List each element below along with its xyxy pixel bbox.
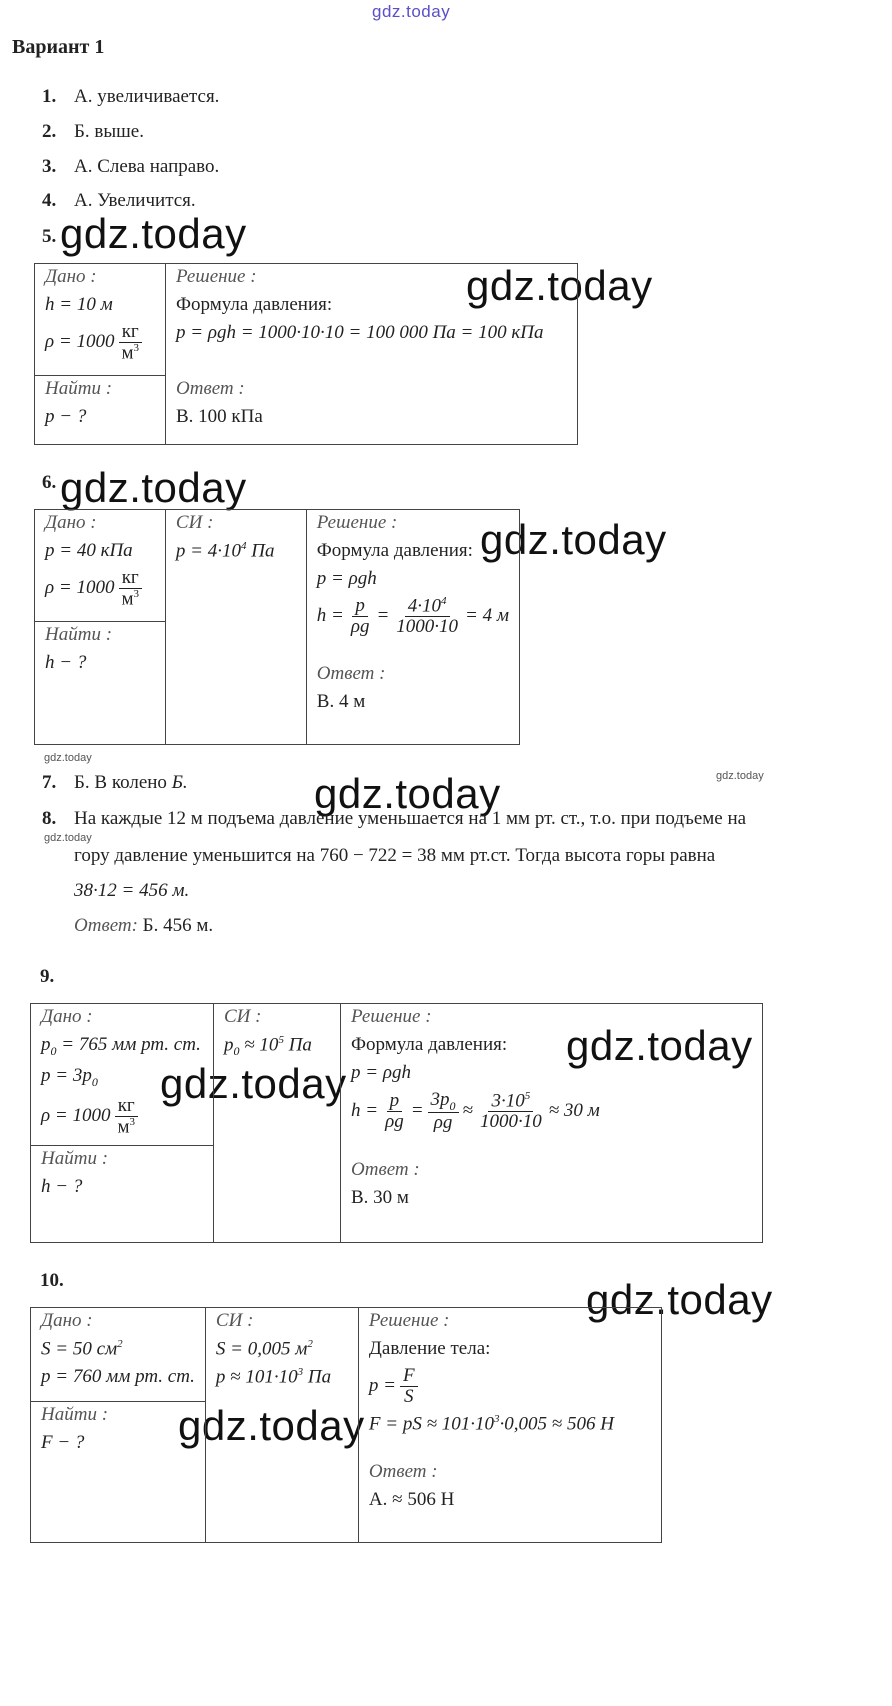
given-rho: ρ = 1000 [45, 330, 115, 352]
solution-cell [306, 510, 519, 745]
final-answer: В. 4 м [316, 691, 366, 713]
watermark: gdz.today [314, 770, 501, 817]
given-rho: ρ = 1000 [45, 576, 115, 598]
formula-1: p = ρgh [351, 1062, 411, 1083]
find-value: F − ? [41, 1432, 85, 1453]
formula: p = ρgh = 1000·10·10 = 100 000 Па = 100 кПа [176, 322, 544, 343]
variant-title: Вариант 1 [12, 36, 105, 58]
answer-final: Ответ: Б. 456 м. [74, 915, 214, 936]
find-cell [35, 376, 166, 445]
find-cell [31, 1145, 214, 1242]
watermark: gdz.today [466, 262, 653, 309]
answer-item [42, 190, 196, 212]
si-cell [165, 510, 306, 745]
answer-text: А. Увеличится. [74, 190, 196, 211]
answer-number: 3. [42, 156, 57, 177]
find-value: p − ? [45, 406, 87, 427]
answer-item [42, 121, 144, 143]
answer-label: Ответ : [316, 663, 386, 685]
density-unit: $\frac{кг}{м^3}$ [118, 322, 142, 363]
answer-text: А. увеличивается. [74, 86, 220, 107]
task9-table [30, 1003, 763, 1243]
answer-item: 7. Б. В колено Б. [42, 772, 188, 793]
si-value: $p = 4\cdot 10^4$ Па [175, 540, 275, 562]
task-number: 9. [40, 966, 55, 987]
si-label: СИ : [175, 512, 214, 533]
si-label: СИ : [224, 1006, 262, 1027]
find-label: Найти : [41, 1147, 109, 1169]
given-label: Дано : [45, 512, 97, 533]
find-cell [31, 1402, 206, 1543]
final-answer: А. ≈ 506 Н [368, 1489, 455, 1511]
given-h: h = 10 м [45, 294, 113, 315]
watermark: gdz.today [178, 1402, 365, 1449]
solution-title: Формула давления: [316, 540, 473, 561]
answer-label: Ответ : [351, 1159, 420, 1181]
solution-title: Формула давления: [176, 294, 333, 315]
solution-label: Решение : [351, 1006, 432, 1027]
watermark-top: gdz.today [372, 2, 451, 21]
formula-2: h = $\frac{p}{\rho g}$ = $\frac{4\cdot 10^4}{1000\cdot 10}$ = 4 м [316, 595, 509, 638]
watermark-small: gdz.today [44, 832, 92, 844]
find-label: Найти : [45, 378, 113, 399]
watermark: gdz.today [60, 210, 247, 257]
task6-table [34, 509, 520, 745]
density-unit: $\frac{кг}{м^3}$ [118, 568, 142, 609]
watermark: gdz.today [586, 1276, 773, 1323]
given-s: S = 50 $см^2$ [41, 1338, 123, 1360]
find-value: h − ? [41, 1175, 83, 1197]
solution-title: Формула давления: [351, 1034, 508, 1055]
solution-label: Решение : [368, 1310, 450, 1331]
given-p: $p = 3p_0$ [41, 1064, 98, 1089]
answer-text: На каждые 12 м подъема давление уменьшается на 1 мм рт. ст., т.о. при подъеме на [74, 808, 747, 829]
formula-1: p = $\frac{F}{S}$ [369, 1366, 651, 1407]
si-s: S = 0,005 $м^2$ [215, 1338, 313, 1360]
given-cell [31, 1004, 214, 1146]
si-label: СИ : [215, 1310, 254, 1331]
task-number: 6. [42, 472, 57, 493]
solution-cell [358, 1308, 661, 1543]
task-number: 5. [42, 226, 57, 247]
answer-calc: 38·12 = 456 м. [74, 880, 190, 901]
watermark: gdz.today [566, 1022, 753, 1069]
answer-number: 1. [42, 86, 57, 107]
solution-cell [166, 264, 578, 445]
solution-label: Решение : [176, 266, 257, 287]
given-cell [35, 510, 166, 622]
formula-2: h = $\frac{p}{\rho g}$ = $\frac{3p_0}{\rho g}$ ≈ $\frac{3\cdot 10^5}{1000\cdot 10}$ ≈ 30 м [351, 1089, 600, 1134]
answer-label: Ответ : [176, 378, 245, 399]
answer-item [42, 156, 219, 178]
final-answer: В. 100 кПа [176, 406, 263, 427]
given-label: Дано : [41, 1006, 93, 1027]
si-p: $p \approx 101\cdot 10^3$ Па [215, 1366, 332, 1388]
answer-text: гору давление уменьшится на 760 − 722 = 38 мм рт.ст. Тогда высота горы равна [74, 845, 716, 866]
si-value: $p_0 \approx 10^5$ Па [224, 1034, 312, 1059]
given-p: p = 40 кПа [45, 540, 133, 561]
given-rho: ρ = 1000 [41, 1104, 111, 1126]
find-cell [35, 622, 166, 745]
answer-number: 2. [42, 121, 57, 142]
answer-item [42, 86, 219, 108]
answer-text: Б. выше. [74, 121, 144, 142]
find-label: Найти : [45, 624, 113, 645]
answer-label: Ответ : [368, 1461, 438, 1483]
formula-2: F = pS ≈ $101\cdot 10^3\cdot 0,005 \approx 506$ Н [368, 1412, 614, 1435]
task5-table [34, 263, 578, 445]
task-number: 10. [40, 1270, 64, 1291]
formula-1: p = ρgh [316, 568, 377, 589]
given-cell [35, 264, 166, 376]
given-p: p = 760 мм рт. ст. [41, 1366, 195, 1388]
si-cell [205, 1308, 358, 1543]
solution-label: Решение : [316, 512, 398, 533]
answer-item: 8. На каждые 12 м подъема давление уменьшается на 1 мм рт. ст., т.о. при подъеме на [42, 808, 747, 829]
density-unit: $\frac{кг}{м^3}$ [114, 1096, 138, 1137]
answer-number: 4. [42, 190, 57, 211]
find-value: h − ? [45, 652, 87, 673]
given-cell [31, 1308, 206, 1402]
watermark-small: gdz.today [716, 770, 764, 782]
watermark: gdz.today [160, 1060, 347, 1107]
solution-cell [341, 1004, 763, 1243]
solution-title: Давление тела: [368, 1338, 491, 1359]
final-answer: В. 30 м [351, 1187, 409, 1209]
given-label: Дано : [41, 1310, 93, 1331]
watermark-small: gdz.today [44, 752, 92, 764]
task10-table [30, 1307, 662, 1543]
answer-text: А. Слева направо. [74, 156, 220, 177]
si-cell [214, 1004, 341, 1243]
given-p0: $p_0 = 765$ мм рт. ст. [41, 1034, 201, 1058]
given-label: Дано : [45, 266, 97, 287]
watermark: gdz.today [60, 464, 247, 511]
watermark: gdz.today [480, 516, 667, 563]
find-label: Найти : [41, 1404, 109, 1425]
